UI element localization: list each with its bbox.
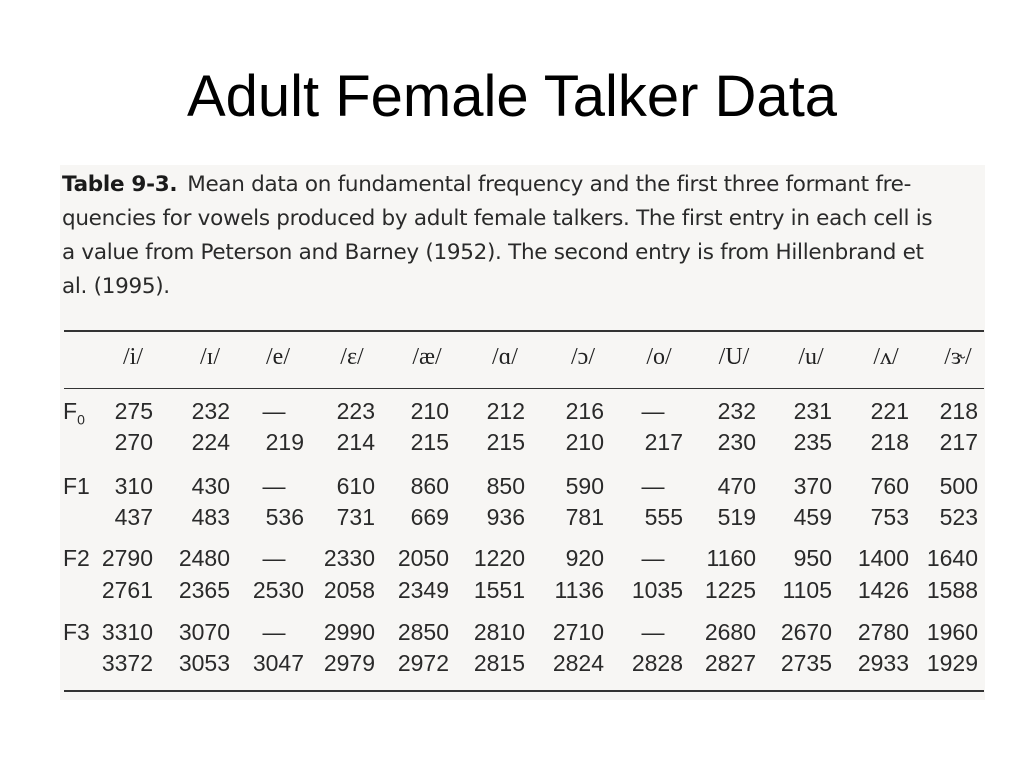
table-cell: 2790 xyxy=(101,545,153,571)
table-cell: 3372 xyxy=(101,650,153,676)
caption-line-1: Mean data on fundamental frequency and the first three formant fre- xyxy=(187,172,912,197)
table-cell: 2530 xyxy=(252,577,304,603)
table-cell: — xyxy=(262,473,286,499)
table-cell: 610 xyxy=(336,473,375,499)
table-cell: — xyxy=(641,545,665,571)
table-cell: 2050 xyxy=(397,545,449,571)
table-caption xyxy=(62,168,982,304)
table-cell: 1220 xyxy=(473,545,525,571)
table-cell: 669 xyxy=(410,504,449,530)
table-cell: 217 xyxy=(939,429,978,455)
table-cell: 218 xyxy=(939,398,978,424)
table-cell: 2972 xyxy=(397,650,449,676)
table-cell: 3047 xyxy=(252,650,304,676)
table-cell: 230 xyxy=(717,429,756,455)
table-cell: 2828 xyxy=(631,650,683,676)
table-cell: 232 xyxy=(191,398,230,424)
column-header: /e/ xyxy=(266,344,290,370)
table-cell: 1588 xyxy=(926,577,978,603)
table-cell: 232 xyxy=(717,398,756,424)
table-cell: 1929 xyxy=(926,650,978,676)
table-cell: 2365 xyxy=(178,577,230,603)
table-cell: 2850 xyxy=(397,619,449,645)
table-cell: 1160 xyxy=(706,545,756,571)
table-cell: 760 xyxy=(870,473,909,499)
table-cell: 1225 xyxy=(704,577,756,603)
table-cell: 2680 xyxy=(704,619,756,645)
column-header: /u/ xyxy=(798,344,824,370)
table-cell: 275 xyxy=(114,398,153,424)
table-cell: 2780 xyxy=(857,619,909,645)
table-cell: 1400 xyxy=(857,545,909,571)
table-cell: — xyxy=(641,473,665,499)
table-cell: 3070 xyxy=(178,619,230,645)
table-cell: — xyxy=(641,619,665,645)
table-cell: 219 xyxy=(265,429,304,455)
table-cell: 2990 xyxy=(323,619,375,645)
table-cell: 2710 xyxy=(552,619,604,645)
table-cell: 536 xyxy=(265,504,304,530)
table-cell: 217 xyxy=(644,429,683,455)
caption-line-4: al. (1995). xyxy=(62,274,170,299)
table-cell: 270 xyxy=(114,429,153,455)
column-header: /i/ xyxy=(122,344,144,370)
table-cell: 210 xyxy=(410,398,449,424)
column-header: /U/ xyxy=(718,344,750,370)
table-cell: 3053 xyxy=(178,650,230,676)
table-cell: 212 xyxy=(486,398,525,424)
table-cell: 2761 xyxy=(101,577,153,603)
table-cell: 2330 xyxy=(323,545,375,571)
table-cell: 221 xyxy=(870,398,909,424)
table-cell: 1426 xyxy=(857,577,909,603)
table-cell: 3310 xyxy=(101,619,153,645)
table-cell: 1136 xyxy=(554,577,604,603)
table-cell: 224 xyxy=(191,429,230,455)
column-header: /ɝ/ xyxy=(944,344,972,370)
table-cell: 430 xyxy=(191,473,230,499)
table-cell: 781 xyxy=(565,504,604,530)
table-cell: 223 xyxy=(336,398,375,424)
table-cell: 235 xyxy=(793,429,832,455)
table-cell: 1035 xyxy=(631,577,683,603)
table-cell: 950 xyxy=(793,545,832,571)
table-cell: 2480 xyxy=(178,545,230,571)
table-cell: 936 xyxy=(486,504,525,530)
table-cell: 1551 xyxy=(473,577,525,603)
row-label xyxy=(63,398,85,428)
table-cell: 215 xyxy=(486,429,525,455)
table-cell: 2815 xyxy=(473,650,525,676)
table-top-rule xyxy=(64,330,984,332)
column-header: /æ/ xyxy=(412,344,442,370)
row-label-subscript: 0 xyxy=(77,411,85,428)
table-cell: 1960 xyxy=(926,619,978,645)
table-cell: 1105 xyxy=(782,577,832,603)
table-cell: — xyxy=(262,619,286,645)
table-cell: 437 xyxy=(114,504,153,530)
table-cell: 860 xyxy=(410,473,449,499)
row-label xyxy=(63,473,90,500)
table-cell: 2670 xyxy=(780,619,832,645)
table-cell: 2979 xyxy=(323,650,375,676)
table-cell: 2824 xyxy=(552,650,604,676)
row-label-text: F xyxy=(63,398,78,424)
table-header-rule xyxy=(64,388,984,389)
row-label xyxy=(63,619,90,646)
table-cell: 214 xyxy=(336,429,375,455)
column-header: /o/ xyxy=(646,344,672,370)
row-label-text: F3 xyxy=(63,619,90,645)
table-cell: 590 xyxy=(565,473,604,499)
column-header: /ɛ/ xyxy=(340,344,364,370)
table-cell: 920 xyxy=(565,545,604,571)
table-cell: 731 xyxy=(336,504,375,530)
column-header: /ʌ/ xyxy=(873,344,899,370)
table-bottom-rule xyxy=(64,690,984,692)
column-header: /ɑ/ xyxy=(492,344,518,370)
table-cell: 2735 xyxy=(780,650,832,676)
table-cell: 500 xyxy=(939,473,978,499)
table-cell: 2933 xyxy=(857,650,909,676)
table-cell: 2827 xyxy=(704,650,756,676)
table-cell: 2810 xyxy=(473,619,525,645)
row-label xyxy=(63,545,90,572)
table-cell: 519 xyxy=(717,504,756,530)
column-header: /ɔ/ xyxy=(571,344,595,370)
column-header: /ɪ/ xyxy=(199,344,221,370)
table-cell: 210 xyxy=(565,429,604,455)
table-cell: 459 xyxy=(793,504,832,530)
table-cell: 216 xyxy=(565,398,604,424)
table-cell: 218 xyxy=(870,429,909,455)
table-label: Table 9-3. xyxy=(62,172,178,197)
table-cell: 310 xyxy=(114,473,153,499)
table-cell: 2349 xyxy=(397,577,449,603)
table-cell: 370 xyxy=(793,473,832,499)
table-cell: 753 xyxy=(870,504,909,530)
slide-title: Adult Female Talker Data xyxy=(186,64,838,129)
table-cell: 2058 xyxy=(323,577,375,603)
table-cell: — xyxy=(262,545,286,571)
table-cell: 1640 xyxy=(926,545,978,571)
caption-line-2: quencies for vowels produced by adult female talkers. The first entry in each cell is xyxy=(62,206,933,231)
table-cell: 523 xyxy=(939,504,978,530)
table-cell: 555 xyxy=(644,504,683,530)
caption-line-3: a value from Peterson and Barney (1952). The second entry is from Hillenbrand et xyxy=(62,240,924,265)
table-cell: 231 xyxy=(793,398,832,424)
table-cell: 850 xyxy=(486,473,525,499)
table-cell: — xyxy=(262,398,286,424)
row-label-text: F2 xyxy=(63,545,90,571)
table-cell: 483 xyxy=(191,504,230,530)
table-cell: 470 xyxy=(717,473,756,499)
table-cell: 215 xyxy=(410,429,449,455)
row-label-text: F1 xyxy=(63,473,90,499)
table-cell: — xyxy=(641,398,665,424)
